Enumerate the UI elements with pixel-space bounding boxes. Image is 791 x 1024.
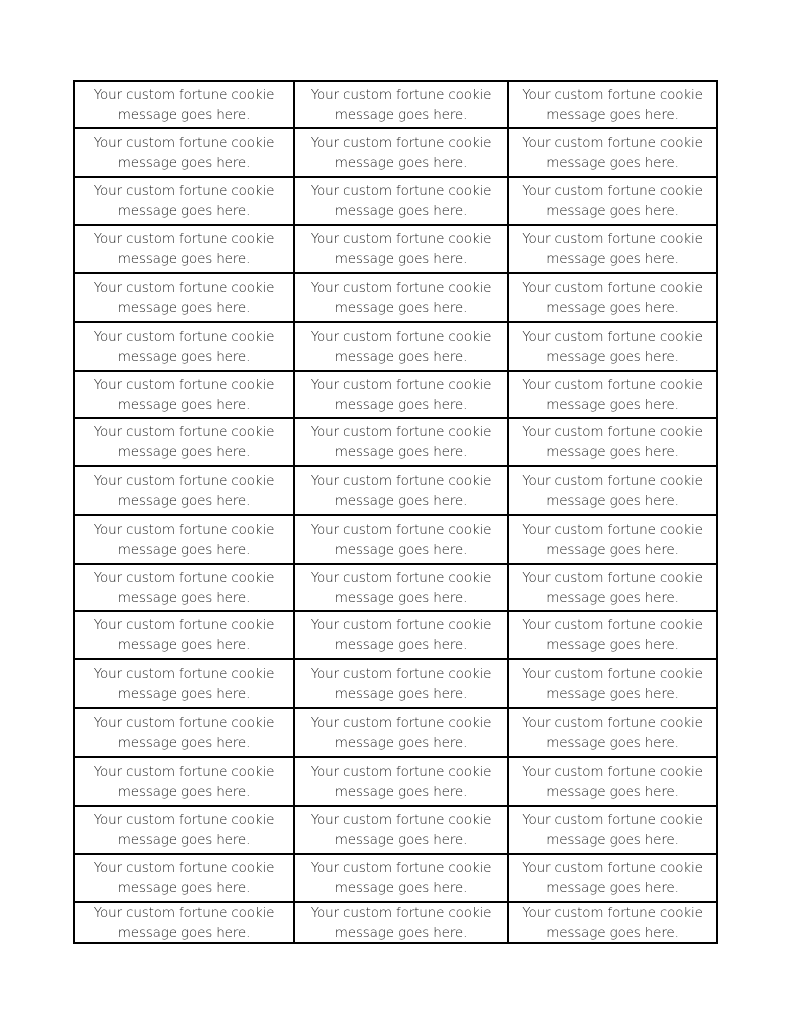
fortune-message: Your custom fortune cookie message goes here. (93, 183, 275, 219)
fortune-message: Your custom fortune cookie message goes here. (522, 617, 703, 653)
fortune-cell (509, 855, 716, 903)
fortune-cell (295, 903, 509, 943)
fortune-message: Your custom fortune cookie message goes here. (522, 86, 703, 123)
fortune-cell (295, 855, 509, 903)
fortune-cell (295, 419, 509, 467)
fortune-message: Your custom fortune cookie message goes here. (93, 812, 275, 848)
fortune-message: Your custom fortune cookie message goes here. (93, 665, 275, 702)
fortune-cell (509, 565, 716, 612)
fortune-message: Your custom fortune cookie message goes here. (310, 569, 492, 606)
fortune-message: Your custom fortune cookie message goes here. (522, 714, 703, 751)
fortune-cell (295, 467, 509, 516)
fortune-cell (75, 709, 295, 758)
fortune-cell (509, 467, 716, 516)
fortune-cell (509, 903, 716, 943)
fortune-message: Your custom fortune cookie message goes here. (93, 860, 275, 896)
fortune-message: Your custom fortune cookie message goes here. (522, 328, 703, 365)
fortune-message: Your custom fortune cookie message goes here. (522, 860, 703, 896)
fortune-message: Your custom fortune cookie message goes here. (310, 328, 492, 365)
fortune-cell (75, 516, 295, 565)
fortune-message: Your custom fortune cookie message goes here. (310, 665, 492, 702)
fortune-cell (509, 274, 716, 323)
fortune-message: Your custom fortune cookie message goes here. (93, 905, 275, 941)
fortune-cell (75, 903, 295, 943)
fortune-message: Your custom fortune cookie message goes here. (310, 231, 492, 267)
fortune-message: Your custom fortune cookie message goes here. (522, 665, 703, 702)
fortune-cell (295, 178, 509, 226)
fortune-message: Your custom fortune cookie message goes here. (310, 905, 492, 941)
fortune-cell (295, 129, 509, 178)
fortune-cell (509, 178, 716, 226)
fortune-cell (75, 226, 295, 274)
fortune-message: Your custom fortune cookie message goes here. (310, 714, 492, 751)
fortune-message: Your custom fortune cookie message goes here. (310, 860, 492, 896)
fortune-message: Your custom fortune cookie message goes here. (522, 424, 703, 460)
fortune-message: Your custom fortune cookie message goes here. (93, 424, 275, 460)
fortune-cell (75, 178, 295, 226)
fortune-cell (75, 565, 295, 612)
fortune-cell (75, 807, 295, 855)
fortune-message: Your custom fortune cookie message goes here. (310, 376, 492, 413)
fortune-message: Your custom fortune cookie message goes here. (522, 521, 703, 558)
fortune-message: Your custom fortune cookie message goes here. (522, 763, 703, 800)
fortune-cell (75, 129, 295, 178)
fortune-cell (509, 226, 716, 274)
fortune-message: Your custom fortune cookie message goes here. (93, 569, 275, 606)
fortune-message: Your custom fortune cookie message goes here. (93, 328, 275, 365)
fortune-message: Your custom fortune cookie message goes here. (522, 905, 703, 941)
fortune-message: Your custom fortune cookie message goes here. (310, 617, 492, 653)
fortune-message: Your custom fortune cookie message goes here. (522, 812, 703, 848)
fortune-message: Your custom fortune cookie message goes here. (310, 86, 492, 123)
fortune-cell (75, 419, 295, 467)
fortune-cell (295, 807, 509, 855)
fortune-message: Your custom fortune cookie message goes here. (310, 521, 492, 558)
fortune-cell (75, 660, 295, 709)
fortune-cell (509, 709, 716, 758)
fortune-message: Your custom fortune cookie message goes here. (522, 183, 703, 219)
fortune-cell (295, 612, 509, 660)
fortune-cell (75, 274, 295, 323)
fortune-message: Your custom fortune cookie message goes here. (93, 231, 275, 267)
fortune-message: Your custom fortune cookie message goes here. (93, 714, 275, 751)
fortune-cell (295, 372, 509, 419)
fortune-message: Your custom fortune cookie message goes here. (310, 763, 492, 800)
fortune-cell (509, 807, 716, 855)
fortune-cell (295, 82, 509, 129)
fortune-message: Your custom fortune cookie message goes here. (310, 134, 492, 171)
fortune-cell (295, 274, 509, 323)
fortune-cell (295, 226, 509, 274)
fortune-cell (75, 758, 295, 807)
fortune-cell (509, 419, 716, 467)
fortune-message: Your custom fortune cookie message goes here. (522, 134, 703, 171)
fortune-message: Your custom fortune cookie message goes here. (310, 812, 492, 848)
fortune-message: Your custom fortune cookie message goes here. (93, 279, 275, 316)
fortune-message: Your custom fortune cookie message goes here. (310, 183, 492, 219)
fortune-message: Your custom fortune cookie message goes here. (522, 231, 703, 267)
fortune-message: Your custom fortune cookie message goes here. (93, 472, 275, 509)
fortune-cell (509, 516, 716, 565)
fortune-cell (295, 660, 509, 709)
fortune-message: Your custom fortune cookie message goes here. (93, 617, 275, 653)
fortune-cell (295, 565, 509, 612)
fortune-message: Your custom fortune cookie message goes here. (310, 472, 492, 509)
fortune-cell (509, 758, 716, 807)
fortune-cell (509, 82, 716, 129)
fortune-message: Your custom fortune cookie message goes here. (310, 279, 492, 316)
fortune-message: Your custom fortune cookie message goes here. (522, 376, 703, 413)
fortune-cell (509, 372, 716, 419)
fortune-message: Your custom fortune cookie message goes here. (93, 86, 275, 123)
fortune-message: Your custom fortune cookie message goes here. (93, 521, 275, 558)
fortune-cell (509, 323, 716, 372)
fortune-label-sheet (73, 80, 718, 944)
fortune-cell (75, 323, 295, 372)
fortune-message: Your custom fortune cookie message goes here. (310, 424, 492, 460)
fortune-message: Your custom fortune cookie message goes here. (93, 134, 275, 171)
fortune-cell (295, 516, 509, 565)
fortune-cell (509, 612, 716, 660)
fortune-message: Your custom fortune cookie message goes here. (522, 472, 703, 509)
fortune-cell (75, 855, 295, 903)
fortune-message: Your custom fortune cookie message goes here. (522, 569, 703, 606)
fortune-cell (75, 82, 295, 129)
fortune-cell (509, 129, 716, 178)
fortune-message: Your custom fortune cookie message goes here. (93, 763, 275, 800)
fortune-cell (75, 372, 295, 419)
fortune-cell (295, 323, 509, 372)
fortune-cell (75, 467, 295, 516)
fortune-cell (295, 709, 509, 758)
fortune-cell (75, 612, 295, 660)
fortune-message: Your custom fortune cookie message goes here. (522, 279, 703, 316)
fortune-message: Your custom fortune cookie message goes here. (93, 376, 275, 413)
fortune-cell (509, 660, 716, 709)
fortune-cell (295, 758, 509, 807)
